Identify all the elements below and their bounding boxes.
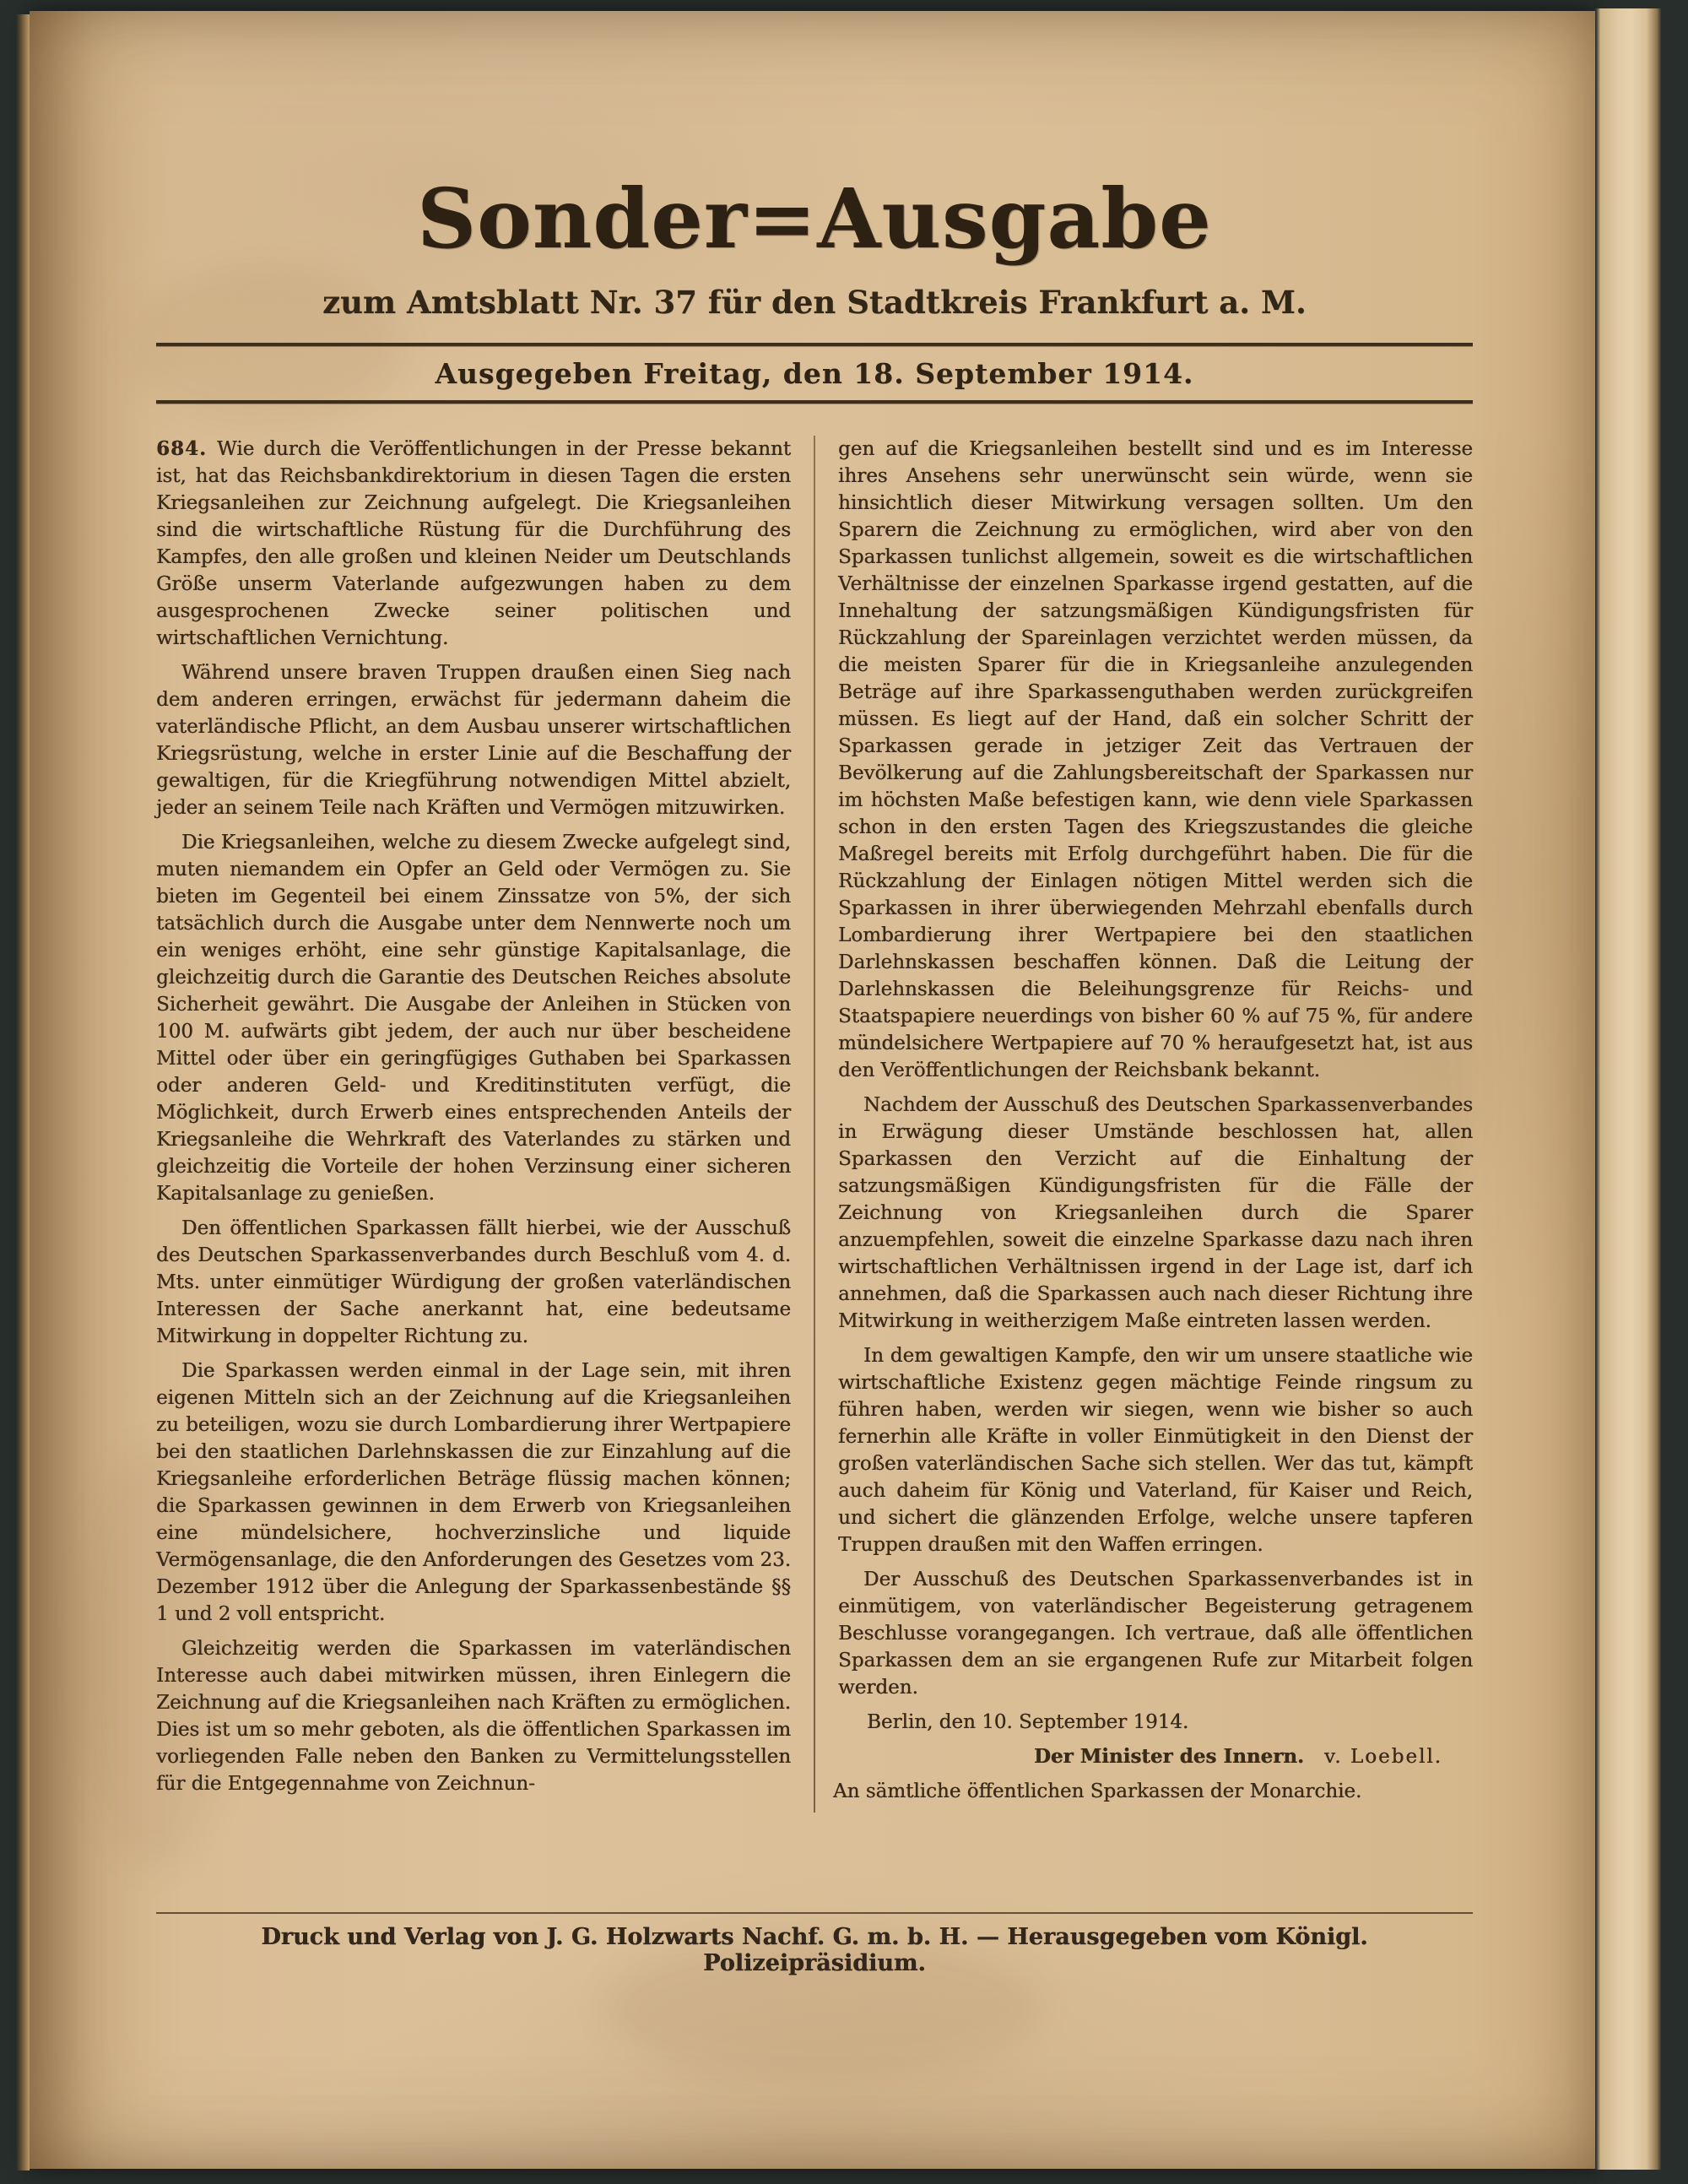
- article-body: [156, 436, 1473, 1813]
- signature-name: v. Loebell.: [1324, 1745, 1442, 1768]
- newspaper-page: [30, 11, 1596, 2169]
- paragraph-text: Wie durch die Veröffentlichungen in der Presse bekannt ist, hat das Reichsbankdirektorium in diesen Tagen die ersten Kriegsanleihen zur Zeichnung aufgelegt. Die Kriegsanleihen sind die wirtschaftliche Rüstung für die Durchführung des Kampfes, den alle großen und kleinen Neider um Deutschlands Größe unserm Vaterlande aufgezwungen haben zu dem ausgesprochenen Zwecke seiner politischen und wirtschaftlichen Vernichtung.: [156, 437, 791, 649]
- place-date-line: Berlin, den 10. September 1914.: [867, 1710, 1189, 1733]
- page-content: [156, 11, 1473, 1813]
- paragraph: Nachdem der Ausschuß des Deutschen Sparkassenverbandes in Erwägung dieser Umstände beschlossen hat, allen Sparkassen den Verzicht auf die Einhaltung der satzungsmäßigen Kündigungsfristen für die Fälle der Zeichnung von Kriegsanleihen durch die Sparer anzuempfehlen, soweit die einzelne Sparkasse dazu nach ihren wirtschaftlichen Verhältnissen irgend in der Lage ist, darf ich annehmen, daß die Sparkassen auch nach dieser Richtung ihre Mitwirkung in weitherzigem Maße eintreten lassen werden.: [838, 1093, 1473, 1332]
- imprint-text: Druck und Verlag von J. G. Holzwarts Nachf. G. m. b. H. — Herausgegeben vom Königl. Polizeipräsidium.: [261, 1924, 1368, 1976]
- left-column: [156, 436, 791, 1813]
- signature-title: Der Minister des Innern.: [1033, 1744, 1305, 1768]
- imprint-rule: [156, 1912, 1473, 1914]
- masthead-title: Sonder=Ausgabe: [417, 171, 1212, 267]
- article-number: 684.: [156, 436, 208, 460]
- paragraph: Während unsere braven Truppen draußen einen Sieg nach dem anderen erringen, erwächst für jedermann daheim die vaterländische Pflicht, an dem Ausbau unserer wirtschaftlichen Kriegsrüstung, welche in erster Linie auf die Beschaffung der gewaltigen, für die Kriegführung notwendigen Mittel abzielt, jeder an seinem Teile nach Kräften und Vermögen mitzuwirken.: [156, 661, 791, 819]
- masthead: [156, 11, 1473, 404]
- paragraph: gen auf die Kriegsanleihen bestellt sind und es im Interesse ihres Ansehens sehr unerwünscht sein würde, wenn sie hinsichtlich dieser Mitwirkung versagen sollten. Um den Sparern die Zeichnung zu ermöglichen, wird aber von den Sparkassen tunlichst allgemein, soweit es die wirtschaftlichen Verhältnisse der einzelnen Sparkasse irgend gestatten, auf die Innehaltung der satzungsmäßigen Kündigungsfristen für Rückzahlung der Spareinlagen verzichtet werden müssen, da die meisten Sparer für die in Kriegsanleihe anzulegenden Beträge auf ihre Sparkassenguthaben werden zurückgreifen müssen. Es liegt auf der Hand, daß ein solcher Schritt der Sparkassen gerade in jetziger Zeit das Vertrauen der Bevölkerung auf die Zahlungsbereitschaft der Sparkassen nur im höchsten Maße befestigen kann, wie denn viele Sparkassen schon in den ersten Tagen des Kriegszustandes die gleiche Maßregel bereits mit Erfolg durchgeführt haben. Die für die Rückzahlung der Einlagen nötigen Mittel werden sich die Sparkassen in ihrer überwiegenden Mehrzahl ebenfalls durch Lombardierung ihrer Wertpapiere bei den staatlichen Darlehnskassen beschaffen können. Daß die Leitung der Darlehnskassen die Beleihungsgrenze für Reichs- und Staatspapiere neuerdings von bisher 60 % auf 75 %, für andere mündelsichere Wertpapiere auf 70 % heraufgesetzt hat, ist aus den Veröffentlichungen der Reichsbank bekannt.: [838, 437, 1473, 1081]
- underlying-page-edge: [1595, 8, 1661, 2170]
- paragraph: Gleichzeitig werden die Sparkassen im vaterländischen Interesse auch dabei mitwirken müssen, ihren Einlegern die Zeichnung auf die Kriegsanleihen nach Kräften zu ermöglichen. Dies ist um so mehr geboten, als die öffentlichen Sparkassen im vorliegenden Falle neben den Banken zu Vermittelungsstellen für die Entgegennahme von Zeichnun-: [156, 1637, 791, 1795]
- masthead-subtitle: zum Amtsblatt Nr. 37 für den Stadtkreis Frankfurt a. M.: [322, 283, 1307, 321]
- column-divider-rule: [814, 436, 815, 1813]
- paragraph: [156, 436, 791, 652]
- dateline: Ausgegeben Freitag, den 18. September 1914.: [435, 356, 1194, 390]
- signature-line: [838, 1743, 1473, 1770]
- right-column: [833, 436, 1473, 1813]
- address-line: An sämtliche öffentlichen Sparkassen der Monarchie.: [833, 1780, 1362, 1802]
- paragraph: Den öffentlichen Sparkassen fällt hierbei, wie der Ausschuß des Deutschen Sparkassenverbandes durch Beschluß vom 4. d. Mts. unter einmütiger Würdigung der großen vaterländischen Interessen der Sache anerkannt hat, eine bedeutsame Mitwirkung in doppelter Richtung zu.: [156, 1217, 791, 1347]
- paragraph: Der Ausschuß des Deutschen Sparkassenverbandes ist in einmütigem, von vaterländischer Begeisterung getragenem Beschlusse vorangegangen. Ich vertraue, daß alle öffentlichen Sparkassen dem an sie ergangenen Rufe zur Mitarbeit folgen werden.: [838, 1568, 1473, 1699]
- paragraph: In dem gewaltigen Kampfe, den wir um unsere staatliche wie wirtschaftliche Existenz gegen mächtige Feinde ringsum zu führen haben, werden wir siegen, wenn wie bisher so auch fernerhin alle Kräfte in voller Einmütigkeit in den Dienst der großen vaterländischen Sache sich stellen. Wer das tut, kämpft auch daheim für König und Vaterland, für Kaiser und Reich, und sichert die glänzenden Erfolge, welche unsere tapferen Truppen draußen mit den Waffen erringen.: [838, 1344, 1473, 1556]
- paragraph: Die Kriegsanleihen, welche zu diesem Zwecke aufgelegt sind, muten niemandem ein Opfer an Geld oder Vermögen zu. Sie bieten im Gegenteil bei einem Zinssatze von 5%, der sich tatsächlich durch die Ausgabe unter dem Nennwerte noch um ein weniges erhöht, eine sehr günstige Kapitalsanlage, die gleichzeitig durch die Garantie des Deutschen Reiches absolute Sicherheit gewährt. Die Ausgabe der Anleihen in Stücken von 100 M. aufwärts gibt jedem, der auch nur über bescheidene Mittel oder über ein geringfügiges Guthaben bei Sparkassen oder anderen Geld- und Kreditinstituten verfügt, die Möglichkeit, durch Erwerb eines entsprechenden Anteils der Kriegsanleihe die Wehrkraft des Vaterlandes zu stärken und gleichzeitig die Vorteile der hohen Verzinsung einer sicheren Kapitalsanlage zu genießen.: [156, 831, 791, 1205]
- top-rule: [156, 343, 1473, 346]
- bottom-rule: [156, 400, 1473, 404]
- imprint: [156, 1912, 1473, 1976]
- paragraph: Die Sparkassen werden einmal in der Lage sein, mit ihren eigenen Mitteln sich an der Zeichnung auf die Kriegsanleihen zu beteiligen, wozu sie durch Lombardierung ihrer Wertpapiere bei den staatlichen Darlehnskassen die zur Einzahlung auf die Kriegsanleihe erforderlichen Beträge flüssig machen können; die Sparkassen gewinnen in dem Erwerb von Kriegsanleihen eine mündelsichere, hochverzinsliche und liquide Vermögensanlage, die den Anforderungen des Gesetzes vom 23. Dezember 1912 über die Anlegung der Sparkassenbestände §§ 1 und 2 voll entspricht.: [156, 1359, 791, 1625]
